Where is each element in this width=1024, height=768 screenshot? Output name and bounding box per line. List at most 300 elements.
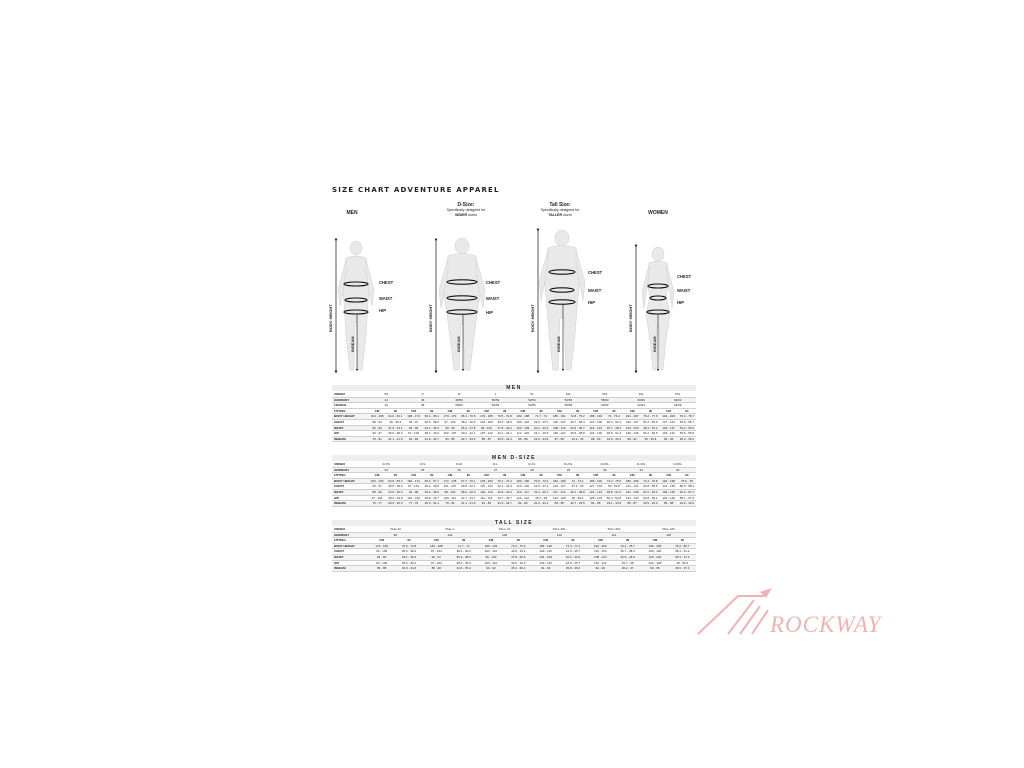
table-cell: 36.6 - 39.4 (395, 549, 422, 555)
table-cell: 31.9 - 32.7 (497, 501, 512, 506)
table-cell: 50.4 - 52.8 (606, 495, 622, 500)
table-cell: 97 - 104 (423, 549, 450, 555)
table-cell: IN (568, 473, 586, 479)
table-cell: 101 - 107 (441, 484, 459, 490)
dsize-size-table (332, 462, 696, 507)
table-row (332, 501, 696, 507)
table-cell: 50/52 (477, 397, 513, 403)
table-cell: 86 - 88 (514, 436, 532, 442)
women-chest-label: CHEST (677, 274, 692, 279)
table-cell: 25 (404, 467, 440, 473)
table-cell: 116 - 123 (550, 419, 568, 425)
table-cell: 93 - 95 (641, 566, 668, 572)
table-cell: D-XS (368, 462, 404, 467)
table-cell: 97 - 101 (368, 495, 386, 501)
table-cell: 53.9 - 56.7 (679, 419, 695, 424)
table-cell: 118 - 124 (550, 431, 568, 437)
table-cell: 128 - 134 (587, 495, 605, 501)
tall-chest-label: CHEST (588, 270, 603, 275)
table-cell: D-L (477, 462, 513, 467)
table-cell: 179 - 185 (368, 543, 395, 549)
table-cell: 70.5 - 72.8 (395, 543, 422, 549)
table-cell: 110 - 117 (514, 489, 532, 495)
table-cell: CM (514, 408, 532, 414)
table-cell: CM (368, 408, 386, 414)
table-cell: 55.1 - 57.5 (679, 495, 695, 500)
men-chest-label: CHEST (379, 280, 394, 285)
table-cell: CM (550, 473, 568, 479)
table-cell: IN (532, 408, 550, 414)
table-cell: IN (605, 473, 623, 479)
table-cell: 71.7 - 74 (450, 543, 477, 549)
table-cell: 67.7 - 70.1 (461, 478, 476, 483)
figure-sub-dsize-post: users (468, 212, 477, 217)
table-cell: 130 - 137 (660, 425, 678, 431)
table-cell: 48/50 (441, 397, 477, 403)
table-cell: 124 - 131 (587, 489, 605, 495)
table-cell: CM (514, 473, 532, 479)
table-cell: 192 - 198 (660, 478, 678, 484)
table-cell: 33.9 - 34.6 (395, 566, 422, 572)
table-cell: 4XL (623, 392, 659, 397)
row-header: GERMANY (332, 532, 368, 538)
table-cell: TALL-2XL (532, 527, 587, 532)
table-cell: 40.2 - 42.1 (461, 431, 476, 436)
table-cell: 116 - 122 (587, 560, 614, 566)
figure-label-tall: Tall Size: (549, 202, 571, 208)
table-cell: CM (477, 408, 495, 414)
table-cell: 35.4 - 36.2 (679, 436, 695, 441)
table-cell: 36.6 - 38.2 (388, 484, 403, 489)
table-cell: IN (423, 408, 441, 414)
table-cell: 92 - 98 (404, 489, 422, 495)
table-cell: IN (614, 538, 641, 544)
table-cell: 44 (368, 397, 404, 403)
men-size-table (332, 392, 696, 442)
table-cell: CM (404, 473, 422, 479)
table-cell: 38.6 - 40.9 (461, 489, 476, 494)
dsize-inseam-label: INSEAM (456, 336, 461, 352)
table-cell: 102 - 109 (514, 425, 532, 431)
table-cell: 35.4 - 37.8 (461, 425, 476, 430)
table-cell: 48.4 - 51.2 (606, 419, 622, 424)
table-cell: 76.4 - 78.7 (614, 543, 641, 549)
table-cell: 52.8 - 55.1 (643, 495, 658, 500)
tall-body-height-label: BODY HEIGHT (530, 304, 535, 332)
table-cell: M (441, 392, 477, 397)
table-cell: TALL-M (368, 527, 423, 532)
table-cell: 51.2 - 53.5 (643, 431, 658, 436)
row-header: UNISEX (332, 527, 368, 532)
table-cell: 51.6 - 54.3 (643, 489, 658, 494)
table-cell: IN (532, 473, 550, 479)
table-cell: 39.8 - 42.1 (461, 484, 476, 489)
table-cell: 5XL (660, 392, 697, 397)
table-cell: 93 - 100 (368, 549, 395, 555)
table-cell: 27 (477, 467, 513, 473)
women-body-height-label: BODY HEIGHT (628, 304, 633, 332)
table-cell: CM (623, 473, 641, 479)
table-cell: 65.4 - 67.7 (424, 478, 439, 483)
table-cell: 33.9 - 34.6 (533, 436, 549, 441)
table-cell: 33.1 - 35.4 (424, 425, 439, 430)
table-cell: 78.3 - 80.7 (669, 543, 696, 549)
table-cell: 75.6 - 78 (678, 478, 696, 484)
figure-sub-dsize-bold: WIDER (455, 212, 468, 217)
table-cell: 40.6 - 43.3 (505, 560, 532, 566)
table-cell: 96 - 102 (477, 425, 495, 431)
table-cell: 28 (514, 467, 550, 473)
table-cell: 118 (641, 532, 696, 538)
row-header: CHEST (332, 549, 368, 555)
table-cell: 73.2 - 75.6 (505, 543, 532, 549)
row-header: HIP (332, 431, 368, 437)
table-cell: 40.2 - 42.9 (559, 554, 586, 560)
table-cell: 38.2 - 39.8 (388, 495, 403, 500)
table-cell: 182 - 188 (423, 543, 450, 549)
table-cell: 40.6 - 43.3 (505, 549, 532, 555)
table-cell: 103 - 109 (477, 419, 495, 425)
table-cell: 90 - 97 (423, 554, 450, 560)
table-cell: 46.1 - 48.8 (570, 489, 585, 494)
table-cell: D-2XL (550, 462, 586, 467)
table-cell: 40.9 - 43.3 (497, 489, 512, 494)
table-cell: 117 - 124 (550, 489, 568, 495)
table-cell: CM (477, 538, 504, 544)
table-cell: 50 - 52.8 (605, 484, 623, 490)
table-cell: 130 - 136 (623, 431, 641, 437)
table-cell: 62/64 (660, 397, 697, 403)
table-cell: 48.4 - 51.2 (669, 549, 696, 555)
table-cell: IN (568, 408, 586, 414)
table-cell: 72 - 74.4 (568, 478, 586, 484)
table-cell: 62/64 (623, 403, 659, 409)
figure-label-dsize: D-Size: (457, 202, 475, 208)
table-cell: 79 - 81 (441, 501, 459, 507)
table-cell: 107 - 112 (477, 431, 495, 437)
table-cell: 73.2 - 75.6 (606, 478, 622, 483)
row-header: UNISEX (332, 462, 368, 467)
table-cell: CM (441, 473, 459, 479)
table-cell: 134 - 140 (623, 495, 641, 501)
table-cell: 75.2 - 77.6 (643, 414, 658, 419)
table-cell: 194 - 200 (587, 543, 614, 549)
table-cell: 50/52 (441, 403, 477, 409)
dsize-waist-label: WAIST (486, 296, 500, 301)
table-cell: 186 - 192 (587, 478, 605, 484)
table-cell: 60/62 (587, 403, 623, 409)
table-cell: CM (441, 408, 459, 414)
tall-hip-label: HIP (588, 300, 595, 305)
table-cell: 52.8 - 55.5 (643, 484, 658, 489)
table-cell: 166 - 172 (404, 478, 422, 484)
table-cell: 60/62 (623, 397, 659, 403)
row-header: FITTING (332, 408, 368, 414)
row-header: WAIST (332, 554, 368, 560)
table-cell: 36.2 - 37 (614, 566, 641, 572)
row-header: WAIST (332, 425, 368, 431)
table-cell: 38.2 - 39.8 (424, 484, 439, 489)
table-cell: 199 - 205 (641, 543, 668, 549)
table-cell: 81 - 83 (477, 501, 495, 507)
table-cell: 42.9 - 45.7 (533, 419, 549, 424)
table-cell: 45.7 - 48.4 (614, 549, 641, 555)
table-cell: 97 - 102 (404, 431, 422, 437)
table-cell: 110 (532, 532, 587, 538)
table-cell: 45.7 - 48.4 (570, 419, 585, 424)
table-cell: 84 - 90 (404, 425, 422, 431)
table-cell: 37.8 - 40.6 (505, 554, 532, 560)
table-cell: 42.5 - 44.9 (614, 554, 641, 560)
men-hip-label: HIP (379, 308, 386, 313)
table-cell: 42.9 - 45.7 (559, 560, 586, 566)
table-cell: 123 - 130 (641, 549, 668, 555)
table-cell: 38.2 - 40.9 (450, 560, 477, 566)
table-cell: 88 - 90 (423, 566, 450, 572)
table-cell: CM (660, 473, 678, 479)
table-cell: 88 - 92 (368, 489, 386, 495)
table-cell: D-3XL (587, 462, 623, 467)
table-cell: 180 - 186 (514, 478, 532, 484)
table-cell: 74 - 76.4 (605, 414, 623, 420)
table-cell: IN (459, 473, 477, 479)
table-cell: 173 - 179 (441, 414, 459, 420)
table-cell: D-5XL (660, 462, 697, 467)
table-cell: D-M (441, 462, 477, 467)
figure-sub-dsize (426, 208, 506, 217)
figure-label-women: WOMEN (648, 210, 668, 216)
table-cell: IN (496, 408, 514, 414)
table-cell: 42.9 - 45.7 (570, 425, 585, 430)
tall-figure (538, 230, 585, 372)
table-cell: TALL-3XL (587, 527, 642, 532)
table-cell: 36.6 - 39.4 (395, 560, 422, 566)
table-cell: IN (678, 473, 696, 479)
table-cell: 122 - 128 (550, 495, 568, 501)
table-cell: 168 - 173 (404, 414, 422, 420)
table-cell: 134 - 141 (623, 484, 641, 490)
table-cell: 35.4 - 38.2 (450, 554, 477, 560)
table-cell: 48 (404, 403, 440, 409)
table-cell: TALL-4XL (641, 527, 696, 532)
table-cell: 32 (660, 467, 697, 473)
table-cell: 52/54 (477, 403, 513, 409)
table-cell: 54/56 (514, 403, 550, 409)
table-cell: 80 - 84 (368, 425, 386, 431)
table-cell: 33.5 - 34.3 (643, 501, 658, 506)
table-cell: 106 - 111 (441, 495, 459, 501)
table-cell: 43.7 - 45.7 (497, 495, 512, 500)
table-cell: 116 - 123 (587, 425, 605, 431)
row-header: GERMANY (332, 397, 368, 403)
table-cell: 86 - 88 (368, 566, 395, 572)
men-inseam-label: INSEAM (350, 336, 355, 352)
table-cell: 179 - 185 (477, 414, 495, 420)
table-cell: 138 - 145 (660, 489, 678, 495)
table-cell: 137 - 144 (660, 419, 678, 425)
table-cell: 34.3 - 35 (568, 436, 586, 442)
table-cell: 45.7 - 48.4 (606, 425, 622, 430)
table-cell: 188 - 194 (587, 414, 605, 420)
table-cell: 64.6 - 66.1 (388, 414, 403, 419)
table-cell: 71.7 - 74 (532, 414, 550, 420)
table-cell: CM (623, 408, 641, 414)
table-cell: 37.8 - 40.2 (497, 425, 512, 430)
dsize-chest-label: CHEST (486, 280, 501, 285)
table-cell: 31.9 - 32.7 (424, 436, 439, 441)
table-row (332, 436, 696, 442)
table-cell: 2XL (550, 392, 586, 397)
table-cell: IN (395, 538, 422, 544)
table-cell: TALL-L (423, 527, 478, 532)
table-cell: 47.2 - 50 (568, 484, 586, 490)
table-cell: 109 - 116 (514, 419, 532, 425)
table-cell: CM (368, 538, 395, 544)
table-cell: 106 (477, 532, 532, 538)
table-cell: 70.5 - 72.8 (497, 414, 512, 419)
table-cell: CM (477, 473, 495, 479)
row-header: INSEAM (332, 436, 368, 442)
table-cell: S (404, 392, 440, 397)
table-cell: 102 (423, 532, 478, 538)
table-cell: 81 - 83 (404, 436, 422, 442)
row-header: WAIST (332, 489, 368, 495)
table-cell: 107 - 113 (477, 484, 495, 490)
tall-inseam-label: INSEAM (556, 336, 561, 352)
table-cell: 90 - 92 (660, 436, 678, 442)
table-cell: TALL-XL (477, 527, 532, 532)
table-cell: 75 - 77 (368, 501, 386, 507)
table-cell: 83 - 85 (441, 436, 459, 442)
table-cell: 74.4 - 76.8 (643, 478, 658, 483)
table-cell: 93 - 97 (368, 484, 386, 490)
table-cell: IN (386, 473, 404, 479)
row-header: FRANCE (332, 403, 368, 409)
table-cell: 32.7 - 33.5 (461, 436, 476, 441)
figure-sub-tall (520, 208, 600, 217)
table-cell: 30.3 - 31.1 (424, 501, 439, 506)
table-cell: 36.2 - 38.6 (424, 489, 439, 494)
table-cell: 189 - 195 (623, 478, 641, 484)
table-cell: 55.5 - 58.3 (679, 484, 695, 489)
table-cell: 42.1 - 44.1 (497, 431, 512, 436)
rockway-logo-text: ROCKWAY (770, 612, 882, 637)
table-cell: 3XL (587, 392, 623, 397)
men-table-heading: MEN (332, 385, 696, 391)
table-cell: 31.1 - 31.9 (388, 436, 403, 441)
table-cell: 63.8 - 65.4 (388, 478, 403, 483)
table-cell: 68.1 - 70.5 (461, 414, 476, 419)
table-cell: 103 - 110 (477, 560, 504, 566)
table-cell: 43.3 - 46.1 (533, 489, 549, 494)
table-cell: 35.8 - 36.6 (559, 566, 586, 572)
table-cell: 45.7 - 48 (614, 560, 641, 566)
table-cell: L (477, 392, 513, 397)
men-figure (336, 240, 374, 372)
table-cell: CM (587, 538, 614, 544)
table-cell: 97 - 103 (441, 419, 459, 425)
table-cell: 84 - 90 (368, 554, 395, 560)
table-cell: IN (559, 538, 586, 544)
table-cell: 39.8 - 41.7 (424, 495, 439, 500)
table-cell: 82 - 84 (514, 501, 532, 507)
table-cell: 84 - 86 (587, 501, 605, 507)
table-cell: 64/66 (660, 403, 697, 409)
table-cell: CM (587, 408, 605, 414)
table-cell: 136 - 142 (660, 431, 678, 437)
table-cell: 98 (368, 532, 423, 538)
figure-label-men: MEN (346, 210, 358, 216)
table-cell: 40.2 - 42.9 (533, 425, 549, 430)
table-cell: 93 - 97 (404, 419, 422, 425)
table-cell: 70.9 - 73.2 (533, 478, 549, 483)
table-cell: 103 - 110 (477, 549, 504, 555)
table-cell: 26 (441, 467, 477, 473)
table-cell: 89 - 91 (623, 436, 641, 442)
table-cell: 35.4 - 36.2 (505, 566, 532, 572)
table-cell: 44.5 - 47.2 (533, 484, 549, 489)
table-cell: 45.3 - 47.2 (669, 554, 696, 560)
table-cell: CM (641, 538, 668, 544)
table-cell: 102 - 107 (441, 431, 459, 437)
table-cell: 115 - 120 (641, 554, 668, 560)
table-cell: 116 - 122 (514, 495, 532, 501)
table-cell: CM (550, 408, 568, 414)
table-cell: 52/54 (514, 397, 550, 403)
table-cell: 183 - 189 (550, 478, 568, 484)
table-cell: 83 - 85 (550, 501, 568, 507)
table-cell: 124 - 130 (587, 431, 605, 437)
row-header: UNISEX (332, 392, 368, 397)
table-cell: 46 (404, 397, 440, 403)
table-cell: 70.1 - 72.4 (497, 478, 512, 483)
table-cell: 56/58 (550, 403, 586, 409)
table-cell: 185 - 191 (550, 414, 568, 420)
body-figures (326, 226, 698, 376)
table-cell: 66.1 - 68.1 (424, 414, 439, 419)
table-cell: 101 - 106 (404, 495, 422, 501)
table-cell: CM (404, 408, 422, 414)
table-cell: 34.6 - 35.4 (450, 566, 477, 572)
table-cell: 32.7 - 33.5 (570, 501, 585, 506)
table-cell: 172 - 178 (441, 478, 459, 484)
table-cell: 72.8 - 75.2 (570, 414, 585, 419)
table-cell: 48.8 - 51.6 (606, 489, 622, 494)
table-cell: 24 (368, 467, 404, 473)
table-cell: 178 - 184 (477, 478, 495, 484)
row-header: INSEAM (332, 501, 368, 507)
row-header: BODY HEIGHT (332, 414, 368, 420)
table-cell: 120 - 127 (550, 484, 568, 490)
table-cell: 164 - 168 (368, 414, 386, 420)
table-cell: 191 - 197 (623, 414, 641, 420)
table-cell: D-4XL (623, 462, 659, 467)
table-cell: 87 - 89 (550, 436, 568, 442)
table-cell: 53.5 - 55.9 (679, 431, 695, 436)
men-body-height-label: BODY HEIGHT (328, 304, 333, 332)
table-cell: 123 - 130 (623, 425, 641, 431)
table-cell: 112 - 118 (514, 431, 532, 437)
table-cell: D-S (404, 462, 440, 467)
table-cell: 85 - 87 (623, 501, 641, 507)
table-cell: 189 - 196 (532, 543, 559, 549)
women-waist-label: WAIST (677, 288, 691, 293)
row-header: HIP (332, 495, 368, 501)
figure-sub-tall-pre: Specifically designed for (540, 208, 580, 212)
table-cell: 45.7 - 48 (532, 495, 550, 501)
table-cell: 34.6 - 35.4 (606, 436, 622, 441)
table-cell: 89 - 93 (368, 419, 386, 425)
